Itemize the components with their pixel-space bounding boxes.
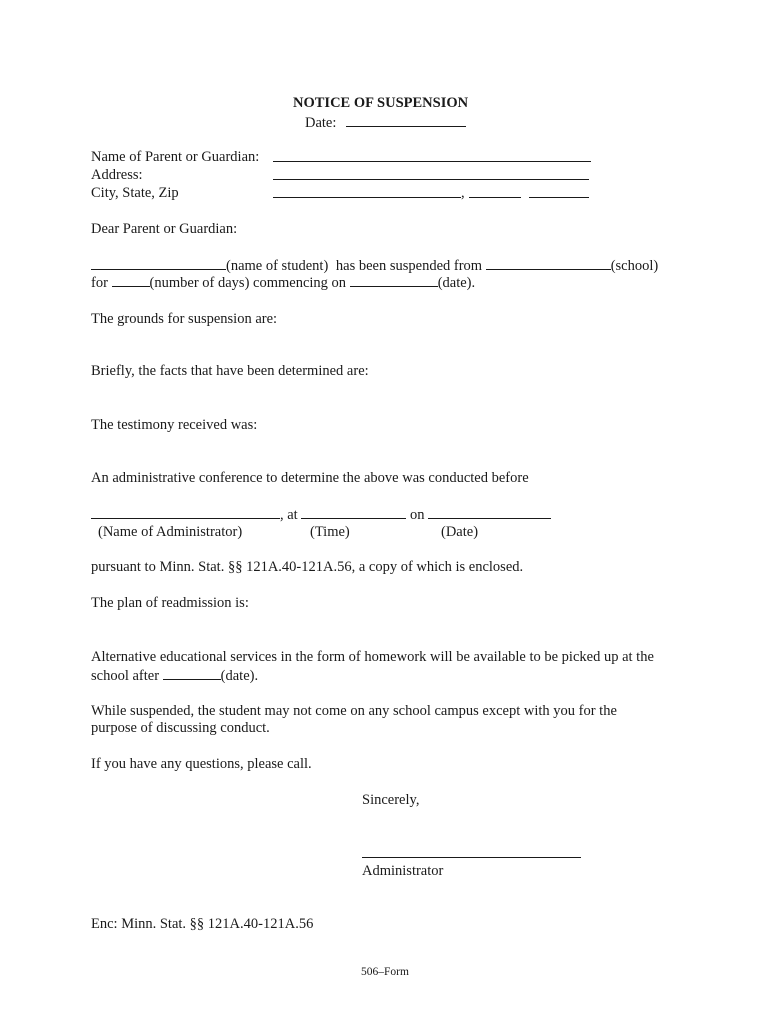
at-word: , at	[280, 507, 298, 523]
conference-date-blank[interactable]	[428, 505, 551, 519]
administrator-blank[interactable]	[91, 505, 280, 519]
state-blank[interactable]	[469, 184, 521, 198]
city-comma: ,	[461, 185, 465, 201]
date-blank[interactable]	[346, 113, 466, 127]
guardian-name-label: Name of Parent or Guardian:	[91, 149, 260, 165]
salutation: Dear Parent or Guardian:	[91, 221, 238, 237]
facts-heading: Briefly, the facts that have been determined are:	[91, 363, 369, 379]
student-name-hint: (name of student)	[226, 258, 329, 274]
enclosure-note: Enc: Minn. Stat. §§ 121A.40-121A.56	[91, 916, 314, 932]
time-caption: (Time)	[310, 524, 350, 540]
city-blank[interactable]	[273, 184, 461, 198]
school-after-text: school after	[91, 668, 160, 684]
date-label: Date:	[305, 115, 337, 131]
sincerely-text: Sincerely,	[362, 792, 420, 808]
testimony-heading: The testimony received was:	[91, 417, 258, 433]
campus-rule-line-2: purpose of discussing conduct.	[91, 720, 270, 736]
pickup-date-blank[interactable]	[163, 666, 221, 680]
signature-blank[interactable]	[362, 844, 581, 858]
address-label: Address:	[91, 167, 143, 183]
days-blank[interactable]	[112, 273, 150, 287]
date-caption: (Date)	[441, 524, 479, 540]
readmission-heading: The plan of readmission is:	[91, 595, 249, 611]
conference-text: An administrative conference to determine the above was conducted before	[91, 470, 529, 486]
city-state-zip-label: City, State, Zip	[91, 185, 179, 201]
admin-caption: (Name of Administrator)	[98, 524, 243, 540]
page-title: NOTICE OF SUSPENSION	[293, 95, 469, 111]
address-blank[interactable]	[273, 166, 589, 180]
school-hint: (school)	[610, 258, 659, 274]
statute-text: pursuant to Minn. Stat. §§ 121A.40-121A.56, a copy of which is enclosed.	[91, 559, 524, 575]
zip-blank[interactable]	[529, 184, 589, 198]
suspension-line-2	[91, 273, 475, 292]
form-number: 506–Form	[361, 966, 409, 978]
alternative-line-2	[91, 666, 258, 685]
signer-title: Administrator	[362, 863, 444, 879]
conference-line	[91, 505, 551, 524]
alternative-line-1: Alternative educational services in the form of homework will be available to be picked up at the	[91, 649, 654, 665]
pickup-date-hint: (date).	[220, 668, 259, 684]
suspended-from-text: has been suspended from	[335, 258, 483, 274]
date-row	[305, 113, 466, 132]
campus-rule-line-1: While suspended, the student may not come on any school campus except with you for the	[91, 703, 617, 719]
student-name-blank[interactable]	[91, 256, 226, 270]
on-word: on	[409, 507, 425, 523]
commence-date-hint: (date).	[437, 275, 476, 291]
days-hint: (number of days) commencing on	[149, 275, 347, 291]
school-blank[interactable]	[486, 256, 611, 270]
time-blank[interactable]	[301, 505, 406, 519]
questions-text: If you have any questions, please call.	[91, 756, 312, 772]
grounds-heading: The grounds for suspension are:	[91, 311, 278, 327]
guardian-name-blank[interactable]	[273, 148, 591, 162]
commence-date-blank[interactable]	[350, 273, 438, 287]
for-word: for	[91, 275, 108, 291]
